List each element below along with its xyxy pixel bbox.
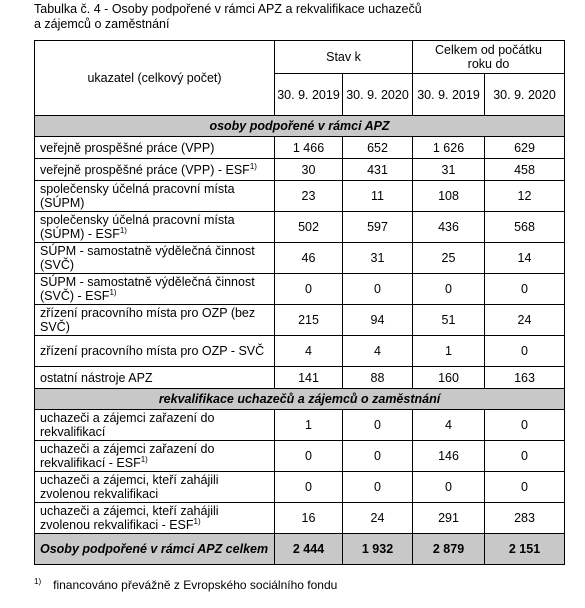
table-body — [35, 41, 565, 565]
value-cell: 1 — [275, 410, 343, 441]
total-value: 2 879 — [413, 534, 485, 565]
value-cell: 94 — [343, 305, 413, 336]
value-cell: 0 — [275, 274, 343, 305]
table-row — [35, 137, 565, 159]
value-cell: 0 — [275, 441, 343, 472]
table-row — [35, 181, 565, 212]
section-header-row — [35, 116, 565, 137]
value-cell: 23 — [275, 181, 343, 212]
value-cell: 88 — [343, 367, 413, 389]
row-label-cell — [35, 159, 275, 181]
value-cell: 0 — [343, 441, 413, 472]
value-cell: 458 — [485, 159, 565, 181]
value-cell: 31 — [413, 159, 485, 181]
table-row — [35, 441, 565, 472]
row-label: ostatní nástroje APZ — [40, 370, 153, 385]
table-row — [35, 472, 565, 503]
value-cell: 629 — [485, 137, 565, 159]
total-value: 1 932 — [343, 534, 413, 565]
row-label: uchazeči a zájemci, kteří zahájili zvolenou rekvalifikaci - ESF — [40, 504, 219, 532]
row-label: zřízení pracovního místa pro OZP - SVČ — [40, 344, 265, 358]
row-label-cell — [35, 441, 275, 472]
footnote-ref: 1) — [249, 161, 257, 171]
row-label: veřejně prospěšné práce (VPP) — [40, 140, 215, 155]
value-cell: 0 — [485, 472, 565, 503]
value-cell: 436 — [413, 212, 485, 243]
value-cell: 215 — [275, 305, 343, 336]
value-cell: 0 — [413, 472, 485, 503]
value-cell: 0 — [485, 410, 565, 441]
value-cell: 11 — [343, 181, 413, 212]
footnote-mark: 1) — [34, 577, 42, 586]
value-cell: 0 — [485, 336, 565, 367]
value-cell: 160 — [413, 367, 485, 389]
header-row-1 — [35, 41, 565, 74]
value-cell: 0 — [275, 472, 343, 503]
value-cell: 16 — [275, 503, 343, 534]
total-value: 2 444 — [275, 534, 343, 565]
value-cell: 4 — [275, 336, 343, 367]
table-caption — [34, 2, 574, 32]
value-cell: 568 — [485, 212, 565, 243]
caption-line-2: a zájemců o zaměstnání — [34, 17, 170, 31]
row-label-cell — [35, 367, 275, 389]
row-label: SÚPM - samostatně výdělečná činnost (SVČ) - ESF — [40, 275, 255, 303]
section-title: osoby podpořené v rámci APZ — [35, 116, 565, 137]
footnote — [34, 578, 337, 592]
row-label-cell — [35, 212, 275, 243]
total-row — [35, 534, 565, 565]
value-cell: 51 — [413, 305, 485, 336]
table-row — [35, 503, 565, 534]
value-cell: 431 — [343, 159, 413, 181]
value-cell: 0 — [485, 441, 565, 472]
value-cell: 502 — [275, 212, 343, 243]
row-label-cell — [35, 472, 275, 503]
footnote-ref: 1) — [140, 454, 148, 464]
row-label-cell — [35, 181, 275, 212]
total-value: 2 151 — [485, 534, 565, 565]
table-row — [35, 305, 565, 336]
header-date: 30. 9. 2020 — [485, 74, 565, 116]
value-cell: 283 — [485, 503, 565, 534]
table-row — [35, 159, 565, 181]
value-cell: 108 — [413, 181, 485, 212]
value-cell: 597 — [343, 212, 413, 243]
value-cell: 0 — [343, 410, 413, 441]
value-cell: 25 — [413, 243, 485, 274]
header-group-stav: Stav k — [275, 41, 413, 74]
section-title: rekvalifikace uchazečů a zájemců o zaměstnání — [35, 389, 565, 410]
value-cell: 12 — [485, 181, 565, 212]
section-header-row — [35, 389, 565, 410]
row-label-cell — [35, 336, 275, 367]
value-cell: 24 — [343, 503, 413, 534]
value-cell: 4 — [343, 336, 413, 367]
value-cell: 0 — [343, 274, 413, 305]
header-group-celkem: Celkem od počátku roku do — [413, 41, 565, 74]
header-date: 30. 9. 2020 — [343, 74, 413, 116]
row-label-cell — [35, 503, 275, 534]
row-label-cell — [35, 305, 275, 336]
row-label: společensky účelná pracovní místa (SÚPM) - ESF — [40, 213, 235, 241]
value-cell: 46 — [275, 243, 343, 274]
row-label: SÚPM - samostatně výdělečná činnost (SVČ) — [40, 244, 255, 272]
value-cell: 0 — [343, 472, 413, 503]
footnote-ref: 1) — [193, 516, 201, 526]
row-label-cell — [35, 274, 275, 305]
value-cell: 0 — [485, 274, 565, 305]
caption-line-1: Tabulka č. 4 - Osoby podpořené v rámci APZ a rekvalifikace uchazečů — [34, 2, 422, 16]
table-row — [35, 367, 565, 389]
value-cell: 0 — [413, 274, 485, 305]
row-label: uchazeči a zájemci, kteří zahájili zvolenou rekvalifikaci — [40, 473, 219, 501]
row-label-cell — [35, 243, 275, 274]
row-label: uchazeči a zájemci zařazení do rekvalifikací - ESF — [40, 442, 215, 470]
table-row — [35, 410, 565, 441]
value-cell: 291 — [413, 503, 485, 534]
apz-table — [34, 40, 565, 565]
table-row — [35, 212, 565, 243]
value-cell: 4 — [413, 410, 485, 441]
table-row — [35, 274, 565, 305]
value-cell: 1 626 — [413, 137, 485, 159]
header-indicator: ukazatel (celkový počet) — [35, 41, 275, 116]
header-date: 30. 9. 2019 — [275, 74, 343, 116]
row-label: společensky účelná pracovní místa (SÚPM) — [40, 182, 235, 210]
footnote-text: financováno převážně z Evropského sociálního fondu — [53, 578, 338, 592]
value-cell: 141 — [275, 367, 343, 389]
value-cell: 1 466 — [275, 137, 343, 159]
row-label-cell — [35, 410, 275, 441]
row-label: uchazeči a zájemci zařazení do rekvalifikací — [40, 411, 215, 439]
value-cell: 14 — [485, 243, 565, 274]
row-label: veřejně prospěšné práce (VPP) - ESF — [40, 162, 250, 177]
footnote-ref: 1) — [109, 287, 117, 297]
row-label: zřízení pracovního místa pro OZP (bez SVČ) — [40, 306, 256, 334]
total-label: Osoby podpořené v rámci APZ celkem — [35, 534, 275, 565]
value-cell: 24 — [485, 305, 565, 336]
header-date: 30. 9. 2019 — [413, 74, 485, 116]
row-label-cell — [35, 137, 275, 159]
value-cell: 146 — [413, 441, 485, 472]
value-cell: 163 — [485, 367, 565, 389]
footnote-ref: 1) — [119, 225, 127, 235]
value-cell: 1 — [413, 336, 485, 367]
value-cell: 31 — [343, 243, 413, 274]
table-row — [35, 243, 565, 274]
value-cell: 30 — [275, 159, 343, 181]
value-cell: 652 — [343, 137, 413, 159]
table-row — [35, 336, 565, 367]
